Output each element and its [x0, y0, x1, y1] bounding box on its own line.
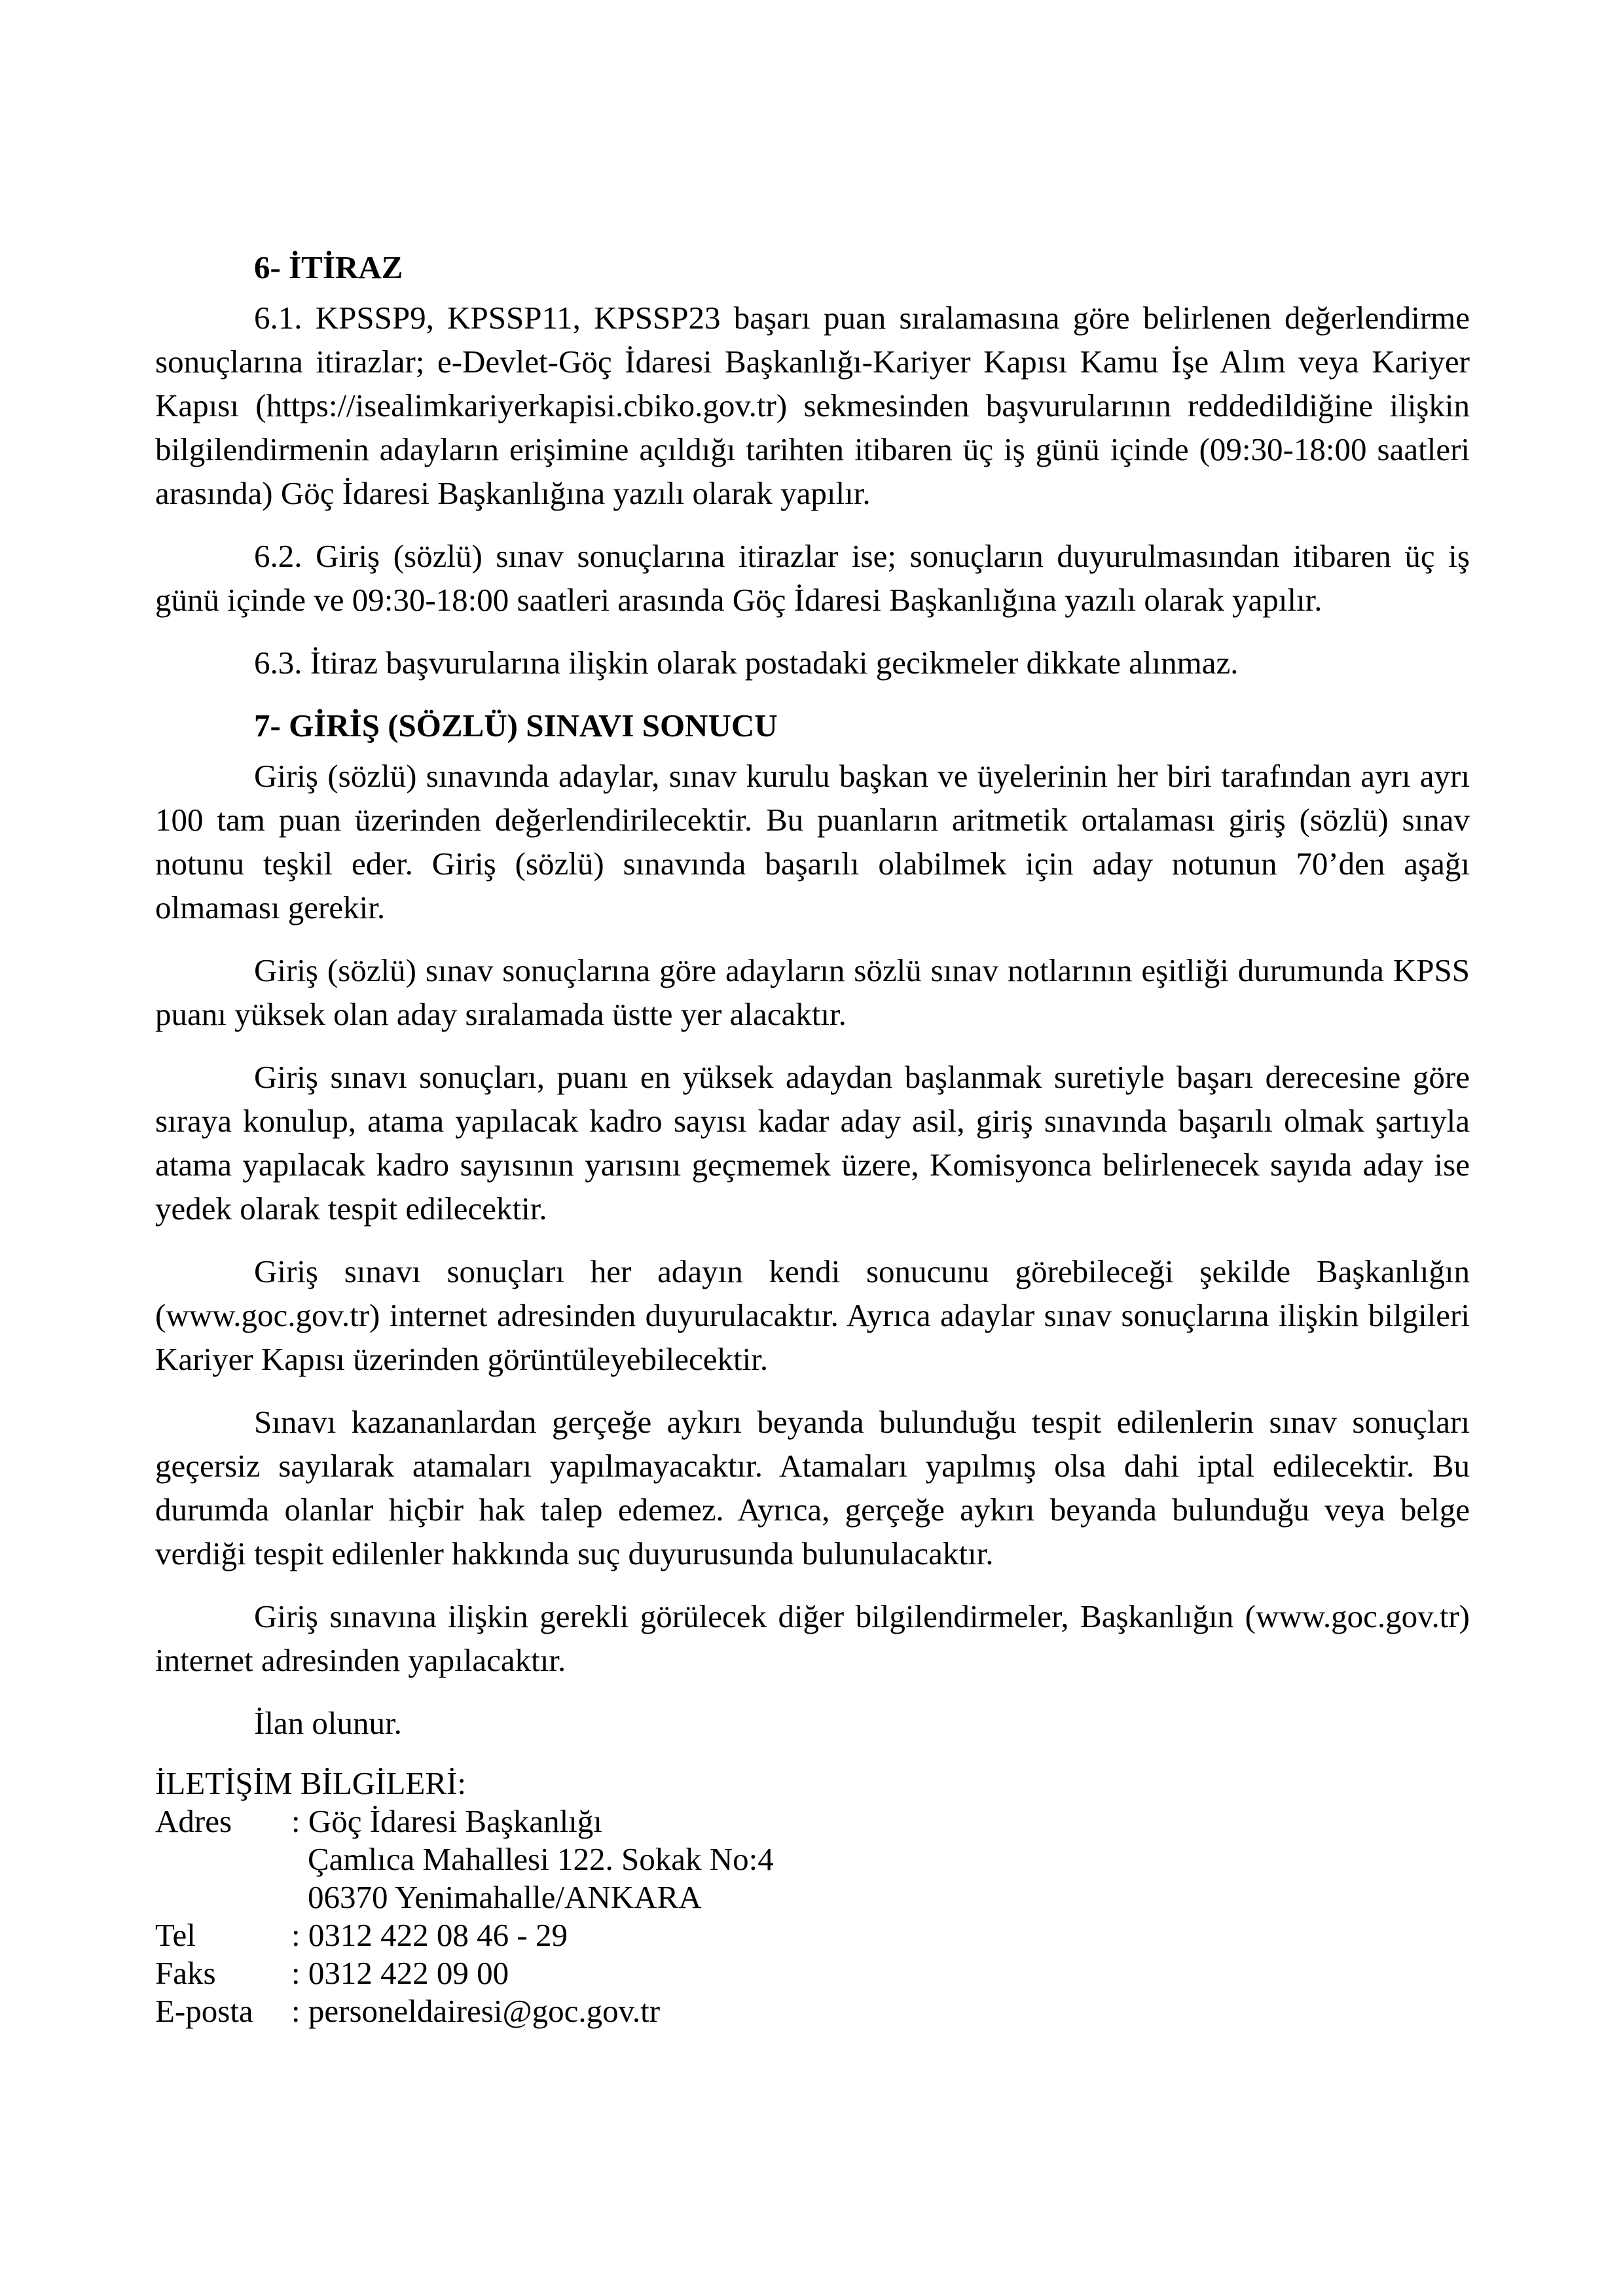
fax-row	[155, 1954, 1072, 1992]
paragraph-6-2: 6.2. Giriş (sözlü) sınav sonuçlarına itirazlar ise; sonuçların duyurulmasından itibaren üç iş günü içinde ve 09:30-18:00 saatleri arasında Göç İdaresi Başkanlığına yazılı olarak yapılır.	[155, 538, 1470, 618]
paragraph-7-4: Giriş sınavı sonuçları her adayın kendi sonucunu görebileceği şekilde Başkanlığın (www.goc.gov.tr) internet adresinden duyurulacaktır. Ayrıca adaylar sınav sonuçlarına ilişkin bilgileri Kariyer Kapısı üzerinden görüntüleyebilecektir.	[155, 1253, 1470, 1377]
email-value: : personeldairesi@goc.gov.tr	[291, 1992, 660, 2030]
paragraph-7-6: Giriş sınavına ilişkin gerekli görülecek diğer bilgilendirmeler, Başkanlığın (www.goc.gov.tr) internet adresinden yapılacaktır.	[155, 1598, 1470, 1678]
paragraph-7-1: Giriş (sözlü) sınavında adaylar, sınav kurulu başkan ve üyelerinin her biri tarafından ayrı ayrı 100 tam puan üzerinden değerlendirilecektir. Bu puanların aritmetik ortalaması giriş (sözlü) sınav notunu teşkil eder. Giriş (sözlü) sınavında başarılı olabilmek için aday notunun 70’den aşağı olmaması gerekir.	[155, 758, 1470, 925]
address-line-3: 06370 Yenimahalle/ANKARA	[308, 1879, 702, 1915]
paragraph-6-3: 6.3. İtiraz başvurularına ilişkin olarak postadaki gecikmeler dikkate alınmaz.	[254, 645, 1239, 681]
paragraph-6-1: 6.1. KPSSP9, KPSSP11, KPSSP23 başarı puan sıralamasına göre belirlenen değerlendirme sonuçlarına itirazlar; e-Devlet-Göç İdaresi Başkanlığı-Kariyer Kapısı Kamu İşe Alım veya Kariyer Kapısı (https://isealimkariyerkapisi.cbiko.gov.tr) sekmesinden başvurularının reddedildiğine ilişkin bilgilendirmenin adayların erişimine açıldığı tarihten itibaren üç iş günü içinde (09:30-18:00 saatleri arasında) Göç İdaresi Başkanlığına yazılı olarak yapılır.	[155, 300, 1470, 511]
tel-row	[155, 1916, 1072, 1954]
paragraph-7-2: Giriş (sözlü) sınav sonuçlarına göre adayların sözlü sınav notlarının eşitliği durumunda KPSS puanı yüksek olan aday sıralamada üstte yer alacaktır.	[155, 952, 1470, 1032]
section-6-heading: 6- İTİRAZ	[254, 249, 403, 285]
tel-value: : 0312 422 08 46 - 29	[291, 1916, 568, 1954]
address-line-2: Çamlıca Mahallesi 122. Sokak No:4	[308, 1841, 774, 1877]
email-label: E-posta	[155, 1993, 253, 2029]
address-line-1: : Göç İdaresi Başkanlığı	[291, 1803, 602, 1840]
paragraph-7-3: Giriş sınavı sonuçları, puanı en yüksek adaydan başlanmak suretiyle başarı derecesine göre sıraya konulup, atama yapılacak kadro sayısı kadar aday asil, giriş sınavında başarılı olmak şartıyla atama yapılacak kadro sayısının yarısını geçmemek üzere, Komisyonca belirlenecek sayıda aday ise yedek olarak tespit edilecektir.	[155, 1059, 1470, 1227]
fax-value: : 0312 422 09 00	[291, 1954, 509, 1992]
address-label: Adres	[155, 1803, 232, 1839]
section-7-heading: 7- GİRİŞ (SÖZLÜ) SINAVI SONUCU	[254, 708, 778, 744]
paragraph-7-5: Sınavı kazananlardan gerçeğe aykırı beyanda bulunduğu tespit edilenlerin sınav sonuçları geçersiz sayılarak atamaları yapılmayacaktır. Atamaları yapılmış olsa dahi iptal edilecektir. Bu durumda olanlar hiçbir hak talep edemez. Ayrıca, gerçeğe aykırı beyanda bulunduğu veya belge verdiği tespit edilenler hakkında suç duyurusunda bulunulacaktır.	[155, 1404, 1470, 1571]
tel-label: Tel	[155, 1917, 196, 1953]
address-line-2-row	[155, 1840, 1072, 1878]
document-body	[155, 245, 1470, 1745]
address-line-3-row	[155, 1878, 1072, 1916]
closing-statement: İlan olunur.	[254, 1705, 402, 1741]
fax-label: Faks	[155, 1955, 216, 1991]
contact-title: İLETİŞİM BİLGİLERİ:	[155, 1765, 466, 1801]
address-row	[155, 1803, 1072, 1840]
contact-info	[155, 1765, 1072, 2030]
email-row	[155, 1992, 1072, 2030]
